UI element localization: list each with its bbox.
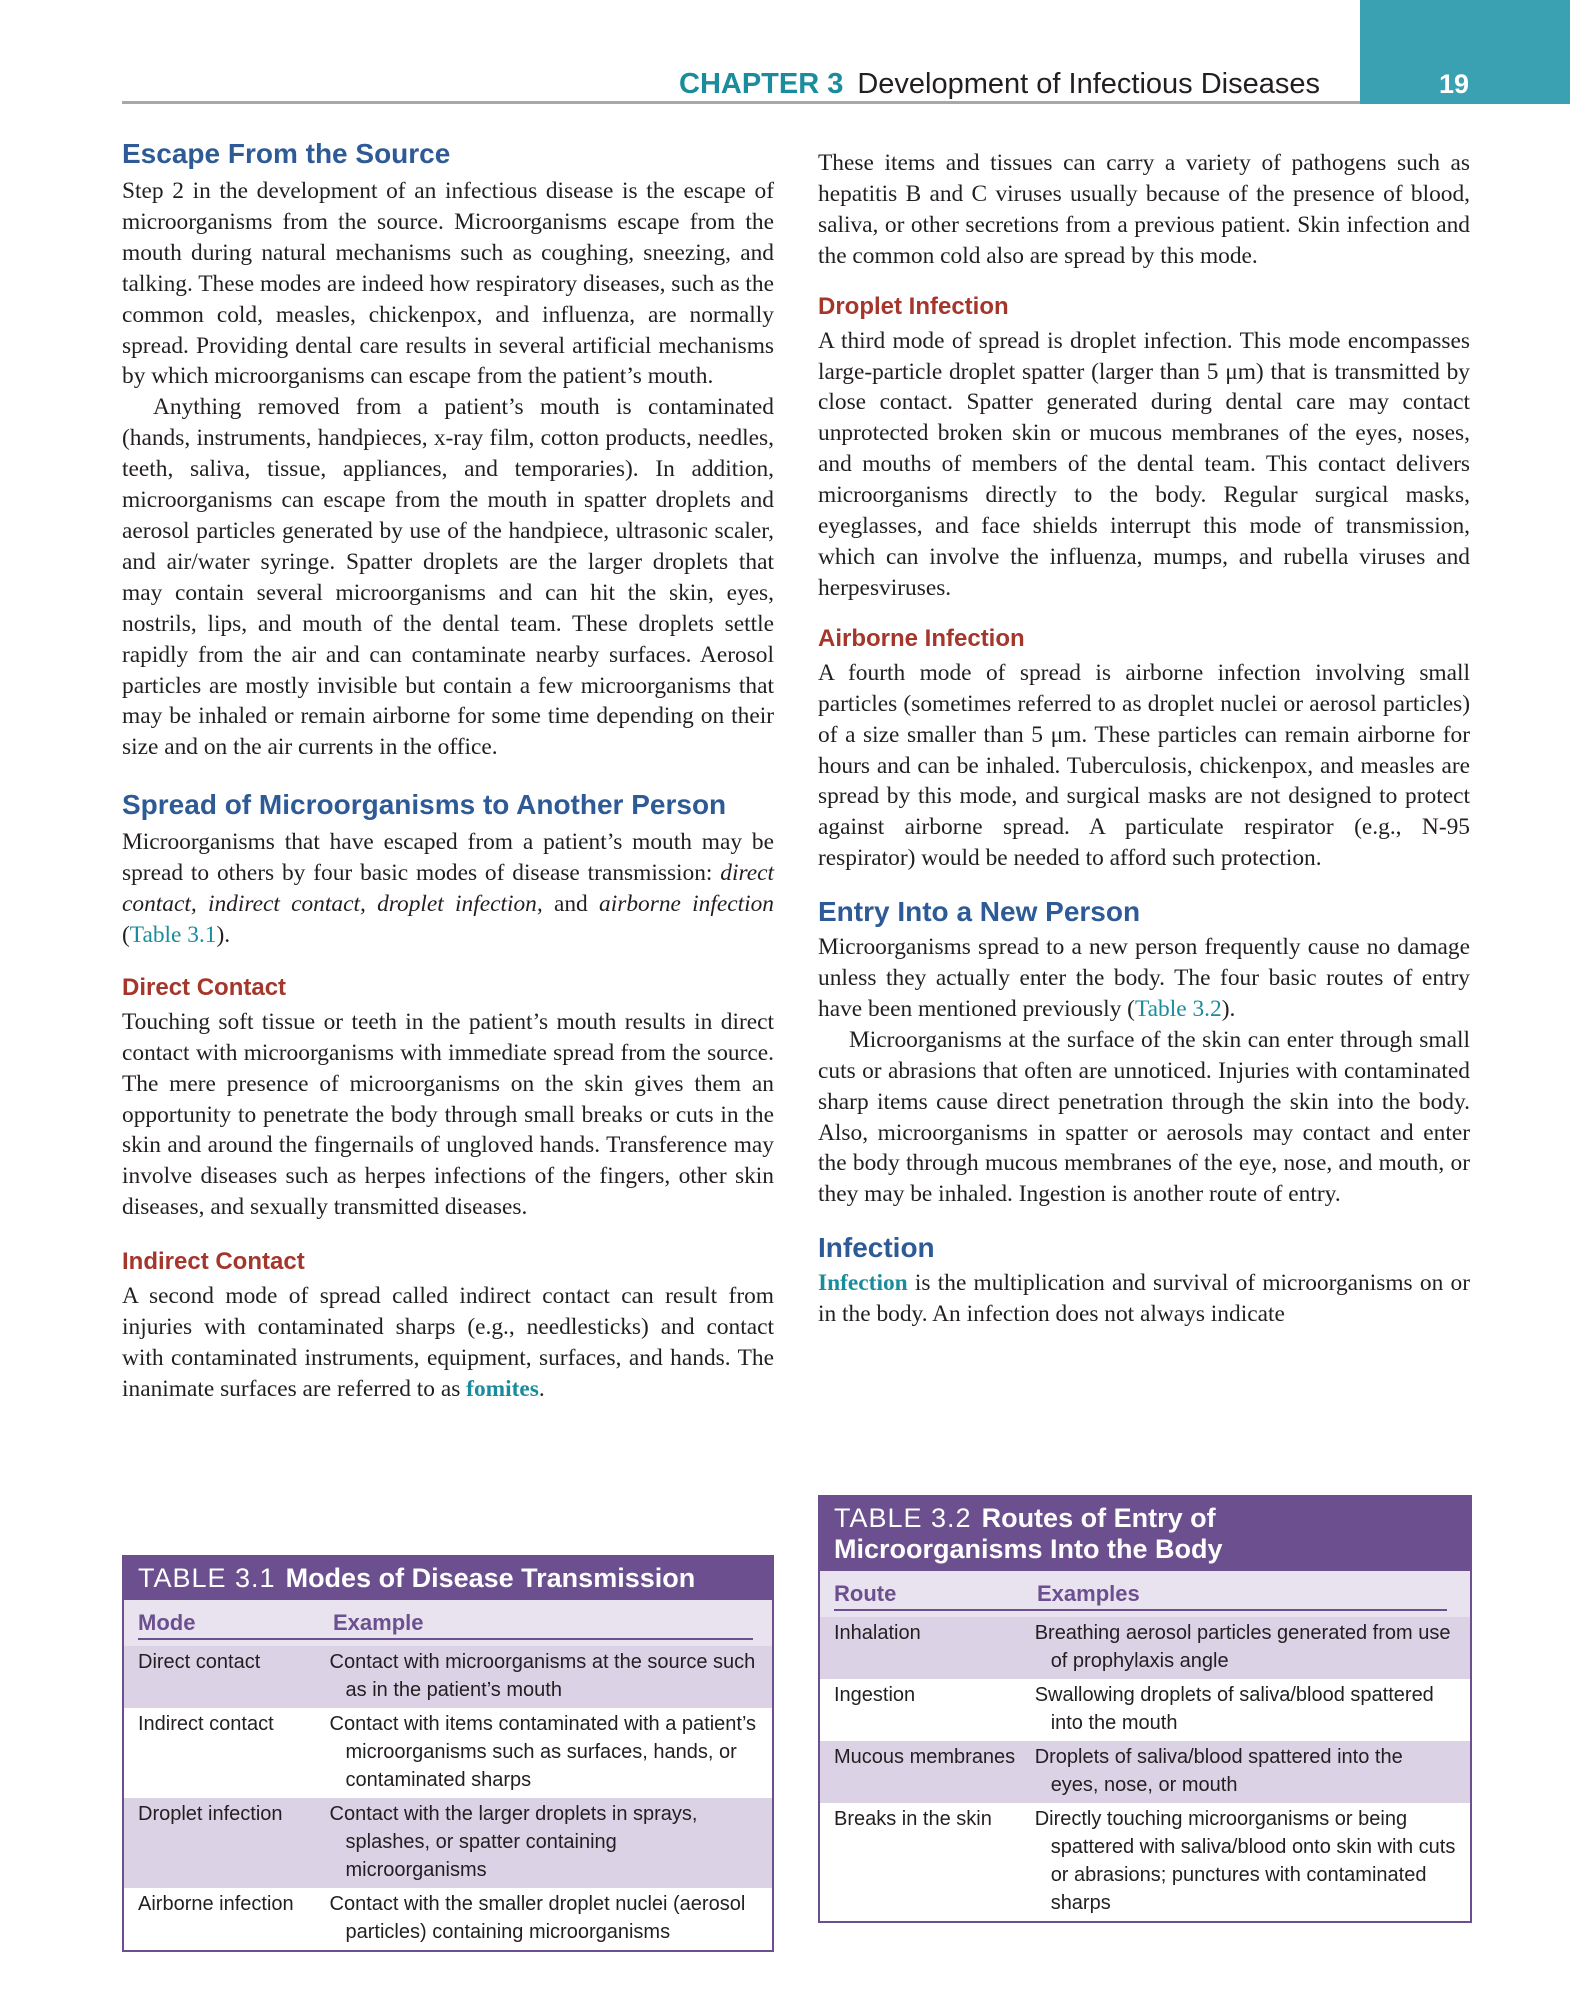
column-header-example: Example (333, 1610, 753, 1640)
table-cell-route: Mucous membranes (834, 1746, 1016, 1768)
spread-close-paren: ). (216, 921, 231, 948)
table-3-2-header (820, 1497, 1470, 1571)
table-cell-route: Inhalation (834, 1622, 921, 1644)
heading-direct-contact: Direct Contact (122, 973, 287, 1001)
table-3-1-header (124, 1557, 772, 1600)
table-3-1-body (124, 1600, 772, 1950)
heading-airborne-infection: Airborne Infection (818, 624, 1025, 652)
paragraph-entry-2: Microorganisms at the surface of the skin can enter through small cuts or abrasions that often are unnoticed. Injuries with contaminated sharp items cause direct penetration through the skin into the body. Also, microorganisms in spatter or aerosols may contact and enter the body through mucous membranes of the eye, nose, and mouth, or they may be inhaled. Ingestion is another route of entry. (818, 1026, 1470, 1208)
table-row (820, 1617, 1470, 1679)
header-rule (122, 101, 1360, 104)
table-row (820, 1803, 1470, 1921)
table-row (124, 1646, 772, 1708)
infection-term[interactable]: Infection (818, 1270, 908, 1297)
heading-droplet-infection: Droplet Infection (818, 292, 1009, 320)
right-column (818, 148, 1470, 1330)
table-cell-example: Breathing aerosol particles generated from use of prophylaxis angle (1034, 1622, 1451, 1672)
paragraph-infection (818, 1268, 1470, 1330)
table-3-2 (818, 1495, 1472, 1923)
paragraph-droplet-infection: A third mode of spread is droplet infection. This mode encompasses large-particle droplet spatter (larger than 5 μm) that is transmitted by close contact. Spatter generated during dental care may contact unprotected broken skin or mucous membranes of the eyes, noses, and mouths of members of the dental team. This contact delivers microorganisms directly to the body. Regular surgical masks, eyeglasses, and face shields interrupt this mode of transmission, which can involve the influenza, mumps, and rubella viruses and herpesviruses. (818, 327, 1470, 601)
heading-escape-from-source: Escape From the Source (122, 138, 451, 169)
paragraph-entry-1 (818, 932, 1470, 1025)
spread-and: and (542, 891, 600, 918)
table-cell-example: Contact with the larger droplets in sprays, splashes, or spatter containing microorganisms (329, 1803, 698, 1881)
heading-infection: Infection (818, 1232, 935, 1264)
page-number-tab (1360, 0, 1570, 104)
chapter-label: CHAPTER 3 (679, 68, 844, 100)
paragraph-direct-contact: Touching soft tissue or teeth in the patient’s mouth results in direct contact with microorganisms with immediate spread from the source. The mere presence of microorganisms on the skin gives them an opportunity to penetrate the body through small breaks or cuts in the skin and around the fingernails of ungloved hands. Transference may involve diseases such as herpes infections of the fingers, other skin diseases, and sexually transmitted diseases. (122, 1008, 774, 1221)
spread-open-paren: ( (122, 921, 130, 948)
chapter-title: Development of Infectious Diseases (857, 68, 1320, 100)
paragraph-indirect-contact (122, 1281, 774, 1405)
indirect-period: . (538, 1375, 545, 1402)
table-3-1-link[interactable]: Table 3.1 (129, 921, 217, 948)
table-cell-mode: Indirect contact (138, 1713, 274, 1735)
table-cell-example: Contact with items contaminated with a patient’s microorganisms such as surfaces, hands, or contaminated sharps (329, 1713, 757, 1791)
infection-text: is the multiplication and survival of microorganisms on or in the body. An infection does not always indicate (818, 1270, 1470, 1328)
table-3-2-link[interactable]: Table 3.2 (1134, 995, 1222, 1022)
table-3-2-label: TABLE 3.2 (834, 1503, 972, 1533)
table-row (820, 1679, 1470, 1741)
table-3-2-column-headers (820, 1571, 1470, 1611)
left-column (122, 134, 774, 1405)
table-3-1 (122, 1555, 774, 1952)
table-row (124, 1708, 772, 1798)
entry-close-paren: ). (1221, 995, 1236, 1022)
table-3-1-title: Modes of Disease Transmission (285, 1563, 696, 1593)
table-row (124, 1888, 772, 1950)
table-cell-example: Swallowing droplets of saliva/blood spattered into the mouth (1034, 1684, 1434, 1734)
table-cell-example: Contact with microorganisms at the source such as in the patient’s mouth (329, 1651, 756, 1701)
table-cell-mode: Airborne infection (138, 1893, 294, 1915)
paragraph-airborne-infection: A fourth mode of spread is airborne infection involving small particles (sometimes referred to as droplet nuclei or aerosol particles) of a size smaller than 5 μm. These particles can remain airborne for hours and can be inhaled. Tuberculosis, chickenpox, and measles are spread by this mode, and surgical masks are not designed to protect against airborne spread. A particulate respirator (e.g., N-95 respirator) would be needed to afford such protection. (818, 659, 1470, 872)
table-3-2-body (820, 1571, 1470, 1921)
page-number: 19 (1438, 69, 1470, 99)
spread-text: Microorganisms that have escaped from a patient’s mouth may be spread to others by four basic modes of disease transmission: (122, 829, 774, 887)
spread-airborne-italic: airborne infection (599, 891, 775, 918)
heading-indirect-contact: Indirect Contact (122, 1248, 305, 1276)
table-3-2-title: Routes of Entry of (981, 1503, 1216, 1533)
table-row (820, 1741, 1470, 1803)
running-header (679, 66, 1320, 102)
entry-text: Microorganisms spread to a new person frequently cause no damage unless they actually enter the body. The four basic routes of entry have been mentioned previously ( (818, 934, 1470, 1022)
indirect-text: A second mode of spread called indirect contact can result from injuries with contaminated sharps (e.g., needlesticks) and contact with contaminated instruments, equipment, surfaces, and hands. The inanimate surfaces are referred to as (122, 1283, 774, 1402)
table-cell-route: Breaks in the skin (834, 1808, 992, 1830)
heading-entry-new-person: Entry Into a New Person (818, 896, 1141, 928)
heading-spread: Spread of Microorganisms to Another Person (122, 789, 727, 821)
paragraph-spread (122, 827, 774, 951)
paragraph-escape-2: Anything removed from a patient’s mouth is contaminated (hands, instruments, handpieces, x-ray film, cotton products, needles, teeth, saliva, tissue, appliances, and temporaries). In addition, microorganisms can escape from the mouth in spatter droplets and aerosol particles generated by use of the handpiece, ultrasonic scaler, and air/water syringe. Spatter droplets are the larger droplets that may contain several microorganisms and can hit the skin, eyes, nostrils, lips, and mouth of the dental team. These droplets settle rapidly from the air and can contaminate nearby surfaces. Aerosol particles are mostly invisible but contain a few microorganisms that may be inhaled or remain airborne for some time depending on their size and on the air currents in the office. (122, 394, 774, 761)
table-cell-example: Directly touching microorganisms or being spattered with saliva/blood onto skin with cuts or abrasions; punctures with contaminated sharps (1034, 1808, 1456, 1914)
column-header-examples: Examples (1037, 1581, 1447, 1611)
paragraph-continued: These items and tissues can carry a variety of pathogens such as hepatitis B and C viruses usually because of the presence of blood, saliva, or other secretions from a previous patient. Skin infection and the common cold also are spread by this mode. (818, 150, 1470, 269)
table-cell-mode: Droplet infection (138, 1803, 283, 1825)
table-cell-route: Ingestion (834, 1684, 916, 1706)
table-cell-mode: Direct contact (138, 1651, 261, 1673)
column-header-mode: Mode (138, 1610, 333, 1640)
table-row (124, 1798, 772, 1888)
column-header-route: Route (834, 1581, 1037, 1611)
paragraph-escape-1: Step 2 in the development of an infectious disease is the escape of microorganisms from the source. Microorganisms escape from the mouth during natural mechanisms such as coughing, sneezing, and talking. These modes are indeed how respiratory diseases, such as the common cold, measles, chickenpox, and influenza, are normally spread. Providing dental care results in several artificial mechanisms by which microorganisms can escape from the patient’s mouth. (122, 178, 774, 390)
table-cell-example: Droplets of saliva/blood spattered into the eyes, nose, or mouth (1034, 1746, 1403, 1796)
table-3-2-title-line-1 (834, 1503, 1456, 1534)
table-3-1-column-headers (124, 1600, 772, 1640)
fomites-term[interactable]: fomites (466, 1375, 539, 1402)
table-3-1-label: TABLE 3.1 (138, 1563, 276, 1593)
table-3-2-title-line-2: Microorganisms Into the Body (834, 1534, 1223, 1564)
table-cell-example: Contact with the smaller droplet nuclei (aerosol particles) containing microorganisms (329, 1893, 746, 1943)
spread-modes-italic: direct contact, indirect contact, droplet infection, (122, 860, 774, 918)
